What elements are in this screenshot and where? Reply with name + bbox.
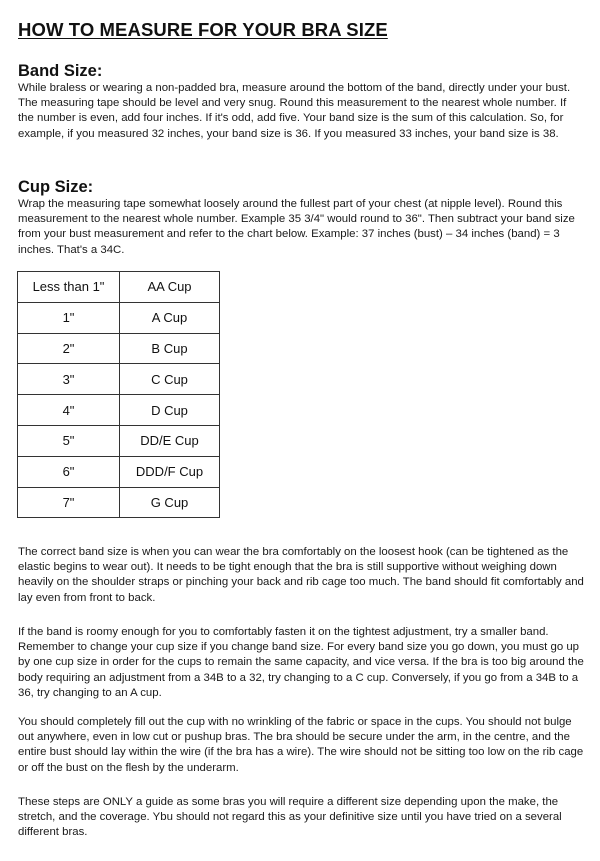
cup-cell: G Cup	[120, 487, 220, 518]
band-size-heading: Band Size:	[18, 62, 103, 80]
difference-cell: 1"	[18, 302, 120, 333]
cup-size-table	[17, 271, 220, 518]
cup-size-text: Wrap the measuring tape somewhat loosely around the fullest part of your chest (at nipple level). Round this measurement to the nearest whole number. Example 35 3/4" would round to 36". Then subtract your band size from your bust measurement and refer to the chart below. Example: 37 inches (bust) – 34 inches (band) = 3 inches. That's a 34C.	[18, 198, 575, 256]
band-adjustment-paragraph: If the band is roomy enough for you to comfortably fasten it on the tightest adjustment, try a smaller band. Remember to change your cup size if you change band size. For every band size you go down, you must go up by one cup size in order for the cups to remain the same capacity, and vice versa. If the bra is too big around the body requiring an adjustment from a 34B to a 32, try changing to a C cup. Conversely, if you go from a 34B to a 36, try changing to an A cup.	[18, 626, 584, 699]
band-fit-paragraph: The correct band size is when you can wear the bra comfortably on the loosest hook (can be tightened as the elastic begins to wear out). It needs to be tight enough that the bra is still supportive without weighing down heavily on the shoulder straps or pinching your back and rib cage too much. The band should fit comfortably and lay even from front to back.	[18, 546, 584, 604]
table-row	[18, 487, 220, 518]
table-row	[18, 425, 220, 456]
table-row	[18, 333, 220, 364]
cup-cell: DD/E Cup	[120, 425, 220, 456]
cup-cell: DDD/F Cup	[120, 456, 220, 487]
cup-cell: C Cup	[120, 364, 220, 395]
table-row	[18, 456, 220, 487]
cup-cell: B Cup	[120, 333, 220, 364]
band-size-text: While braless or wearing a non-padded bra, measure around the bottom of the band, directly under your bust. The measuring tape should be level and very snug. Round this measurement to the nearest whole number. If the number is even, add four inches. If it's odd, add five. Your band size is the sum of this calculation. So, for example, if you measured 32 inches, your band size is 36. If you measured 33 inches, your band size is 38.	[18, 82, 571, 140]
guide-disclaimer-paragraph: These steps are ONLY a guide as some bras you will require a different size depending upon the make, the stretch, and the coverage. Ybu should not regard this as your definitive size until you have tried on a several different bras.	[18, 796, 562, 839]
table-row	[18, 395, 220, 426]
difference-cell: 5"	[18, 425, 120, 456]
table-row	[18, 302, 220, 333]
difference-cell: 2"	[18, 333, 120, 364]
difference-cell: 6"	[18, 456, 120, 487]
table-row	[18, 272, 220, 303]
cup-fit-paragraph: You should completely fill out the cup with no wrinkling of the fabric or space in the cups. You should not bulge out anywhere, even in low cut or pushup bras. The bra should be secure under the arm, in the centre, and the entire bust should lay within the wire (if the bra has a wire). The wire should not be sitting too low on the rib cage or off the bust on the flesh by the underarm.	[18, 716, 584, 774]
page-title: HOW TO MEASURE FOR YOUR BRA SIZE	[18, 19, 388, 40]
cup-cell: D Cup	[120, 395, 220, 426]
cup-cell: A Cup	[120, 302, 220, 333]
cup-cell: AA Cup	[120, 272, 220, 303]
difference-cell: 3"	[18, 364, 120, 395]
cup-size-heading: Cup Size:	[18, 178, 94, 196]
difference-cell: 4"	[18, 395, 120, 426]
difference-cell: Less than 1"	[18, 272, 120, 303]
table-row	[18, 364, 220, 395]
difference-cell: 7"	[18, 487, 120, 518]
